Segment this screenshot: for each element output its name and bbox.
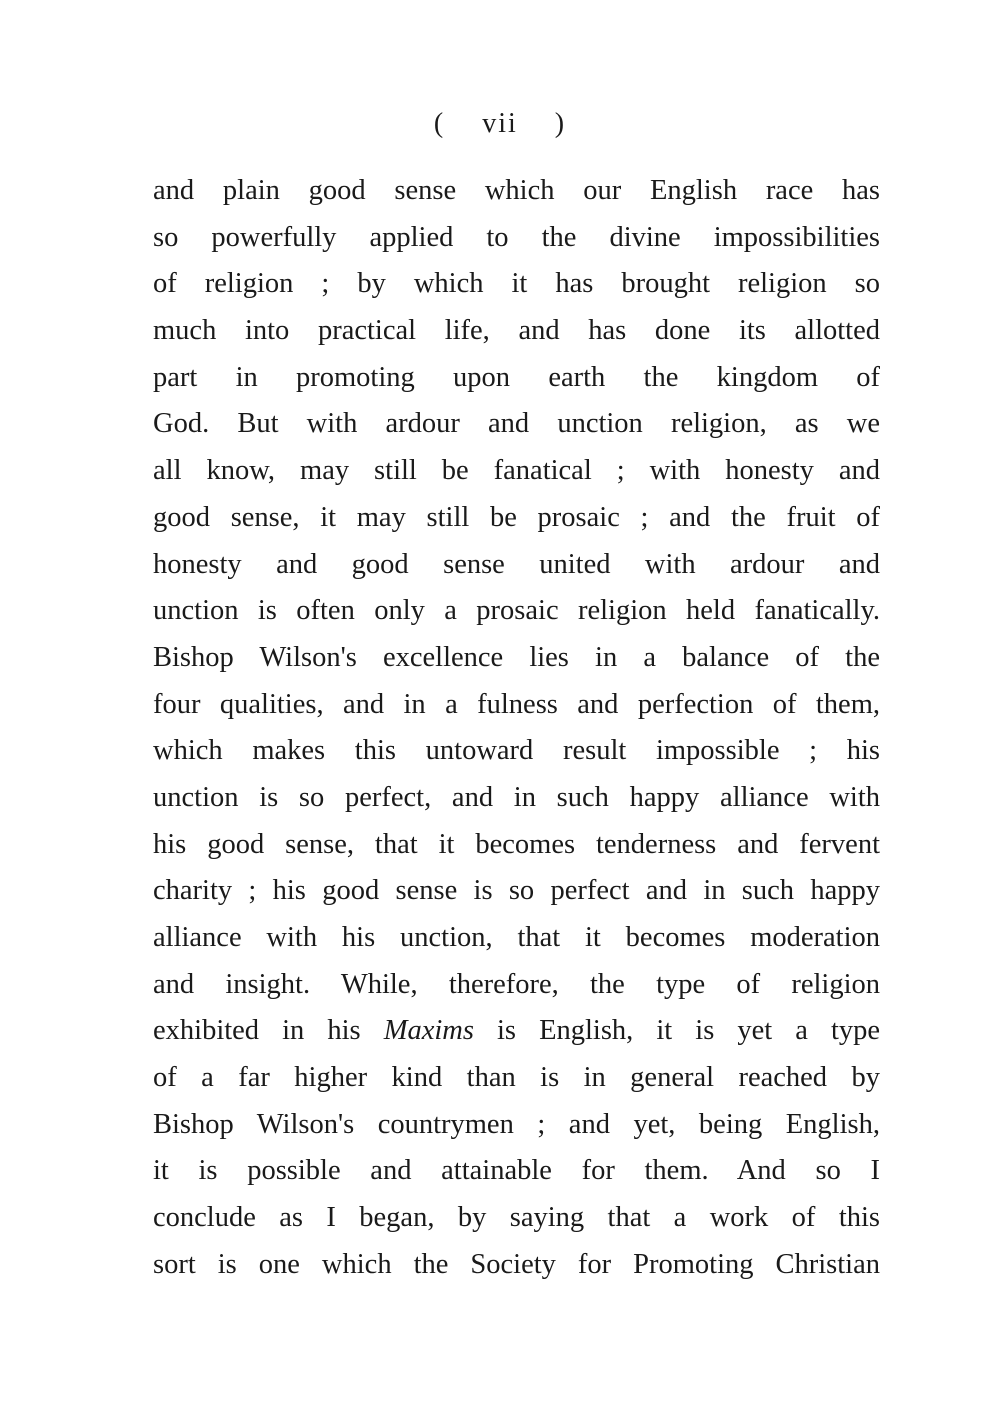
text-line: unction is so perfect, and in such happy alliance with: [153, 781, 880, 813]
text-line: of religion ; by which it has brought religion so: [153, 268, 880, 300]
italic-title: Maxims: [383, 1015, 474, 1047]
text-line: God. But with ardour and unction religion, as we: [153, 408, 880, 440]
text-line: honesty and good sense united with ardour and: [153, 548, 880, 580]
text-line: Bishop Wilson's excellence lies in a balance of the: [153, 641, 880, 673]
text-line: conclude as I began, by saying that a work of this: [153, 1202, 880, 1234]
text-line: Bishop Wilson's countrymen ; and yet, being English,: [153, 1108, 880, 1140]
text-segment: exhibited in his: [153, 1015, 361, 1047]
page-number-header: [0, 108, 1000, 140]
text-line: all know, may still be fanatical ; with honesty and: [153, 455, 880, 487]
body-text: [153, 168, 880, 1289]
text-line: of a far higher kind than is in general reached by: [153, 1062, 880, 1094]
text-line: his good sense, that it becomes tenderness and fervent: [153, 828, 880, 860]
text-segment: is English, it is yet a type: [497, 1015, 881, 1047]
text-line: four qualities, and in a fulness and perfection of them,: [153, 688, 880, 720]
text-line: much into practical life, and has done its allotted: [153, 315, 880, 347]
text-line: sort is one which the Society for Promoting Christian: [153, 1248, 880, 1280]
header-close-paren: ): [554, 108, 567, 139]
header-open-paren: (: [433, 108, 446, 139]
text-line: and insight. While, therefore, the type of religion: [153, 968, 880, 1000]
text-line: good sense, it may still be prosaic ; and the fruit of: [153, 501, 880, 533]
text-line: [153, 1008, 880, 1055]
text-line: so powerfully applied to the divine impossibilities: [153, 221, 880, 253]
text-line: it is possible and attainable for them. And so I: [153, 1155, 880, 1187]
text-line: alliance with his unction, that it becomes moderation: [153, 922, 880, 953]
text-line: charity ; his good sense is so perfect and in such happy: [153, 875, 880, 907]
text-line: part in promoting upon earth the kingdom of: [153, 361, 880, 393]
text-line: and plain good sense which our English race has: [153, 175, 880, 206]
page-number: vii: [482, 108, 518, 139]
text-line: which makes this untoward result impossible ; his: [153, 735, 880, 767]
text-line: unction is often only a prosaic religion held fanatically.: [153, 595, 880, 627]
